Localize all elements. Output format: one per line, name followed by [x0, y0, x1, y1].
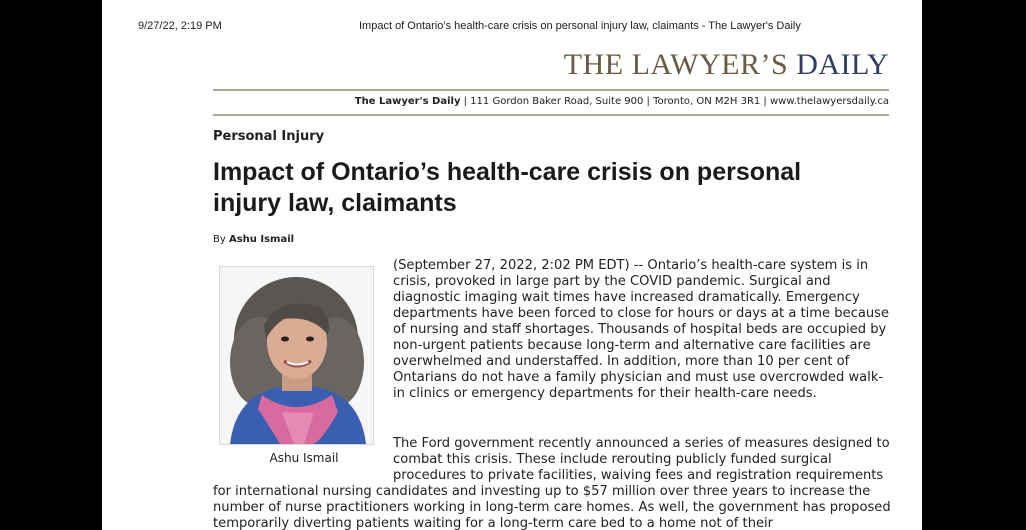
article-paragraph-1: (September 27, 2022, 2:02 PM EDT) -- Ontario’s health-care system is in crisis, provoked in large part by the COVID pandemic. Surgical and diagnostic imaging wait times have increased dramatically. Emergency departments have been forced to close for hours or days at a time because of nursing and staff shortages. Thousands of hospital beds are occupied by non-urgent patients because long-term and alternative care facilities are overwhelmed and understaffed. In addition, more than 10 per cent of Ontarians do not have a family physician and must use overcrowded walk-in clinics or emergency departments for their health-care needs.: [393, 258, 890, 401]
address-firm: The Lawyer's Daily: [354, 96, 461, 107]
masthead-part2: DAILY: [796, 48, 889, 81]
masthead-rule-top: [213, 89, 889, 91]
print-date: 9/27/22, 2:19 PM: [138, 20, 222, 32]
byline-author: Ashu Ismail: [228, 234, 295, 245]
article-paragraph-2-continued: for international nursing candidates and investing up to $57 million over three years to increase the number of nurse practitioners working in long-term care homes. As well, the government has proposed temporarily diverting patients waiting for a long-term care bed to a home not of their: [213, 484, 891, 530]
masthead-rule-bottom: [213, 114, 889, 116]
author-photo: [219, 266, 374, 445]
author-portrait-image: [220, 267, 373, 444]
section-label: Personal Injury: [213, 129, 325, 144]
masthead-logo: [564, 48, 889, 82]
address-details: | 111 Gordon Baker Road, Suite 900 | Toronto, ON M2H 3R1 | www.thelawyersdaily.ca: [460, 96, 889, 107]
photo-caption: Ashu Ismail: [269, 451, 339, 465]
byline-prefix: By: [213, 234, 229, 245]
print-page-title: Impact of Ontario’s health-care crisis on personal injury law, claimants - The Lawyer's Daily: [359, 20, 801, 32]
byline: [213, 234, 294, 245]
masthead-part1: THE LAWYER’S: [563, 48, 789, 81]
document-page: [102, 0, 922, 530]
article-headline: Impact of Ontario’s health-care crisis on personal injury law, claimants: [213, 158, 802, 217]
address-line: [355, 96, 889, 107]
article-paragraph-2: The Ford government recently announced a series of measures designed to combat this crisis. These include rerouting publicly funded surgical procedures to private facilities, waiving fees and registration requirements: [393, 436, 890, 483]
